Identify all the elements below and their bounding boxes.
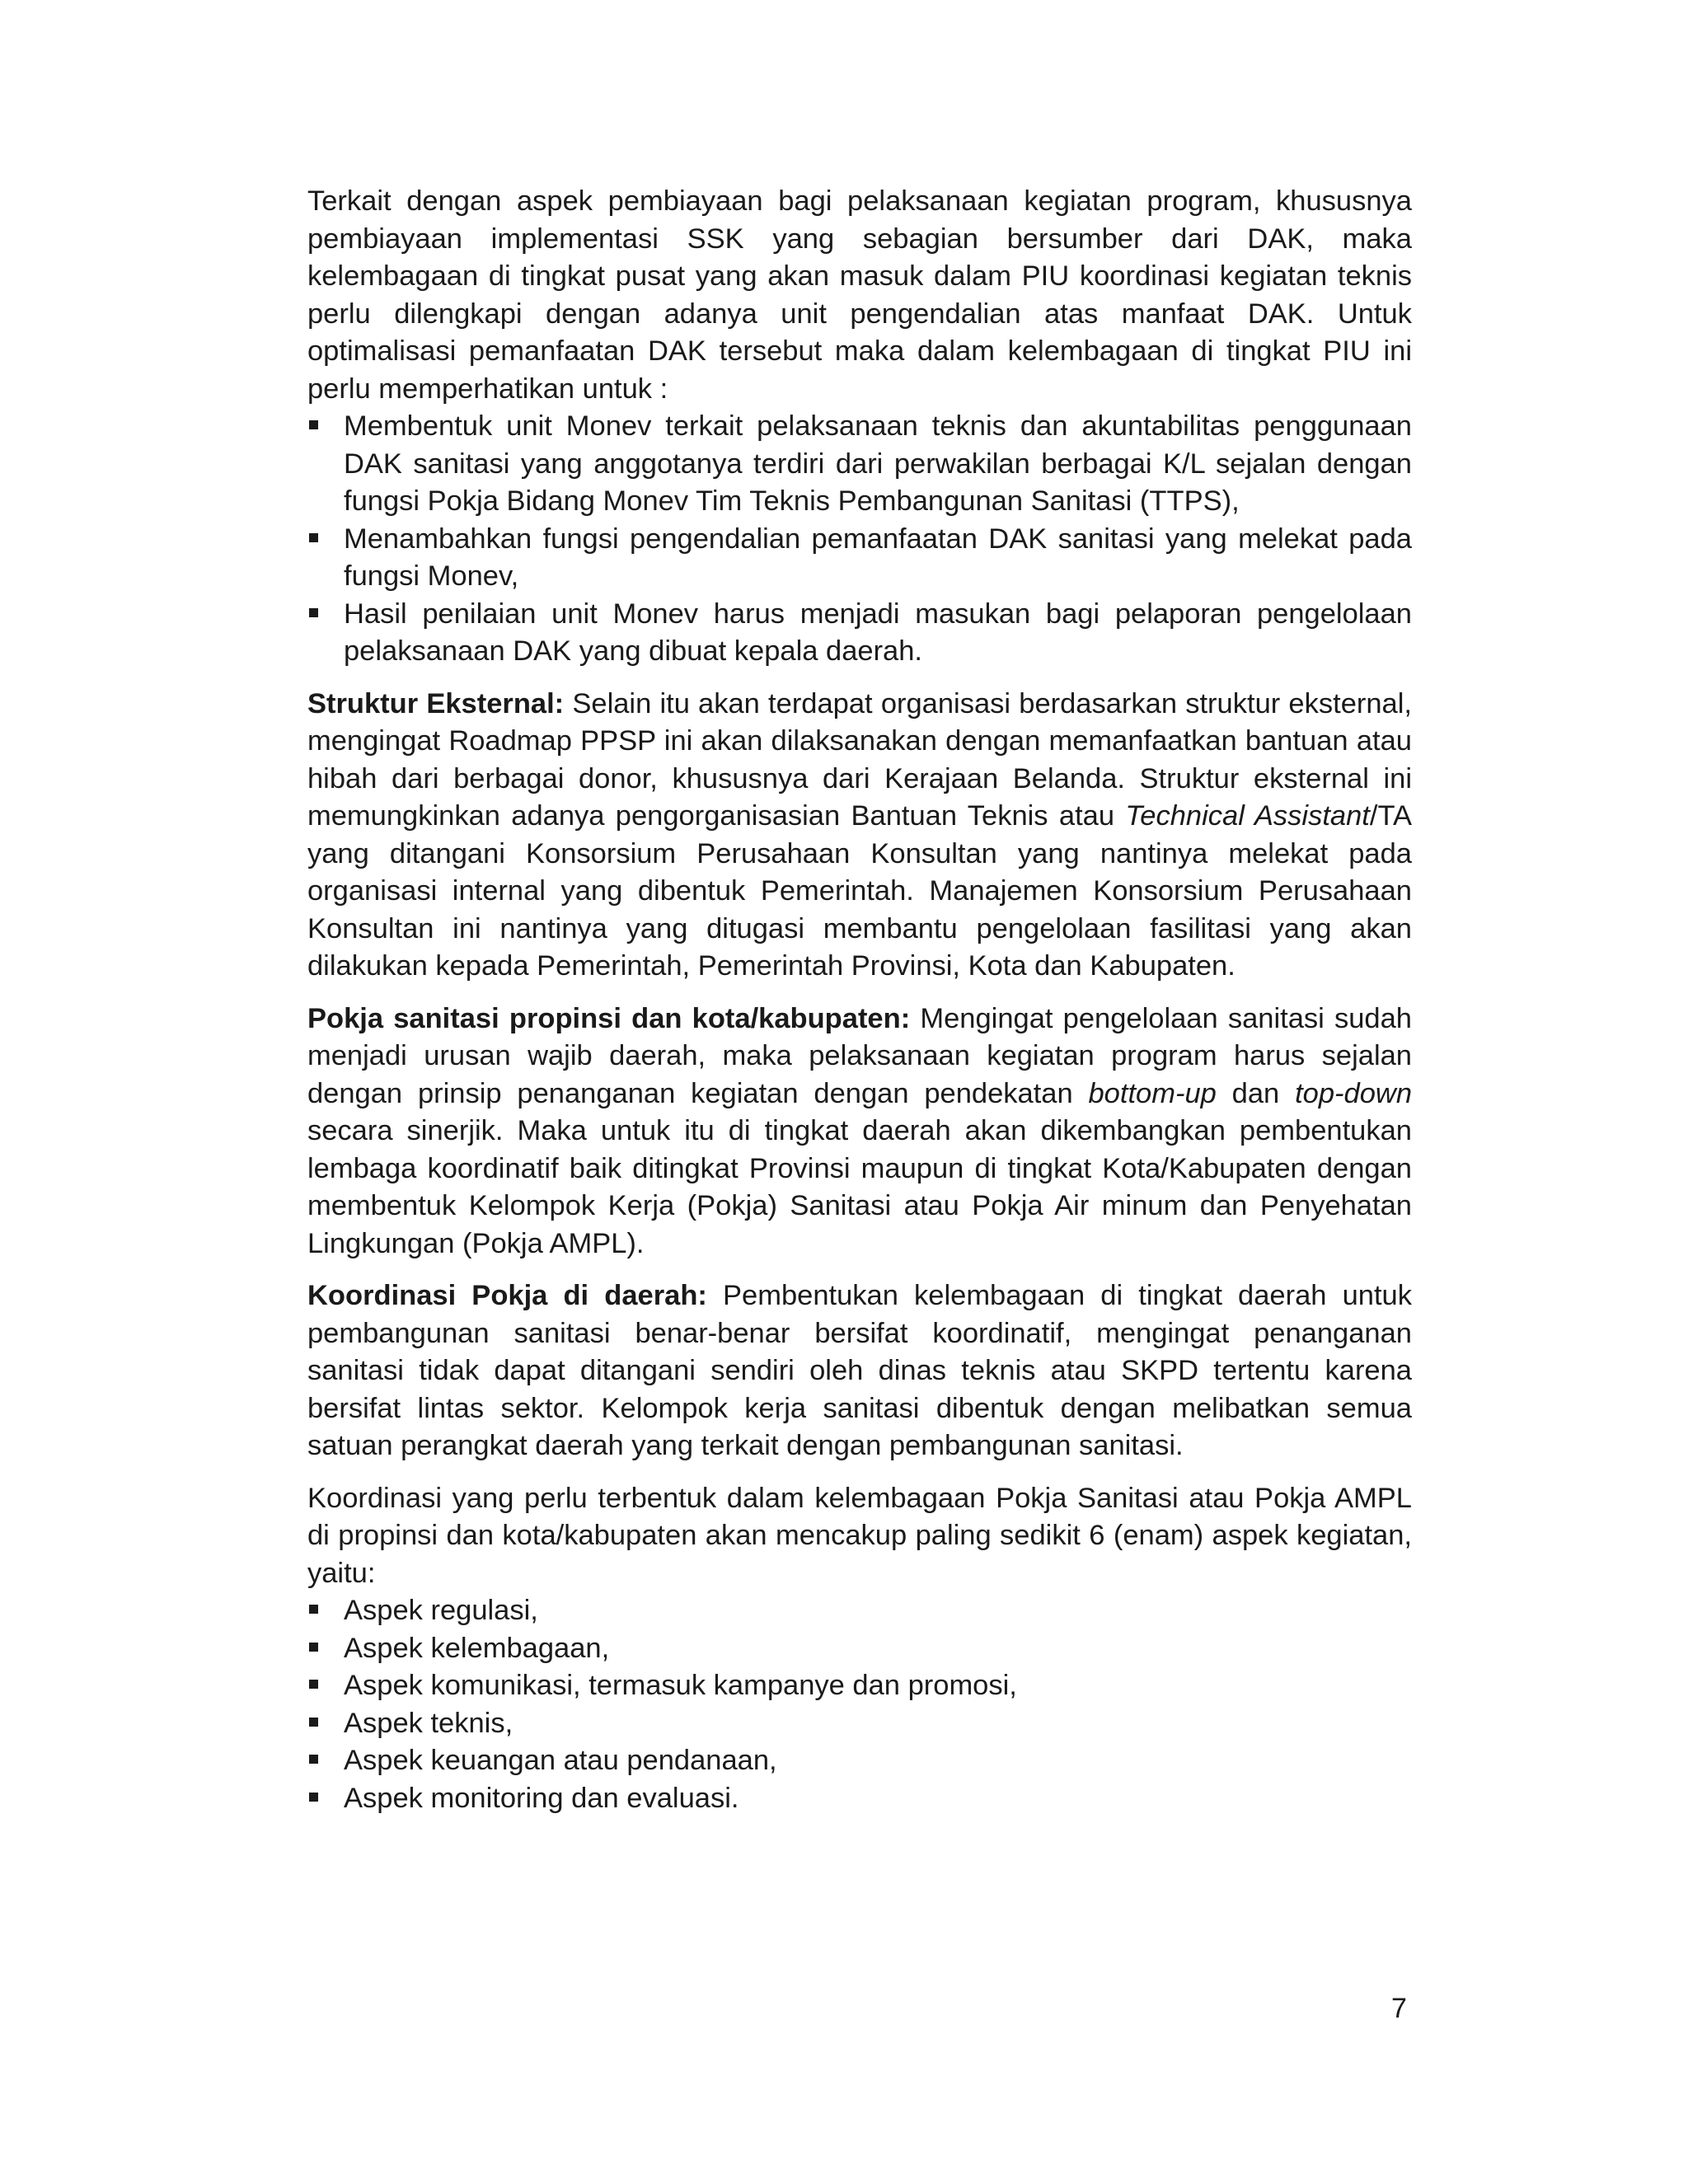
list-item: Membentuk unit Monev terkait pelaksanaan teknis dan akuntabilitas penggunaan DAK sanitasi yang anggotanya terdiri dari perwakilan berbagai K/L sejalan dengan fungsi Pokja Bidang Monev Tim Teknis Pembangunan Sanitasi (TTPS), (307, 408, 1412, 521)
list-item: Aspek kelembagaan, (307, 1630, 1412, 1668)
list-item: Aspek monitoring dan evaluasi. (307, 1780, 1412, 1818)
pokja-heading: Pokja sanitasi propinsi dan kota/kabupaten: (307, 1002, 911, 1034)
page-number: 7 (1391, 1993, 1407, 2024)
square-bullet-icon (309, 420, 318, 429)
square-bullet-icon (309, 533, 318, 542)
square-bullet-icon (309, 1793, 318, 1802)
top-down-term: top-down (1295, 1077, 1413, 1109)
monev-list (307, 408, 1412, 671)
aspek-intro-paragraph: Koordinasi yang perlu terbentuk dalam kelembagaan Pokja Sanitasi atau Pokja AMPL di propinsi dan kota/kabupaten akan mencakup paling sedikit 6 (enam) aspek kegiatan, yaitu: (307, 1482, 1412, 1589)
technical-assistant-term: Technical Assistant (1125, 800, 1370, 832)
square-bullet-icon (309, 1718, 318, 1727)
struktur-eksternal-paragraph: Struktur Eksternal: Selain itu akan terdapat organisasi berdasarkan struktur eksternal, mengingat Roadmap PPSP ini akan dilaksanakan dengan memanfaatkan bantuan atau hibah dari berbagai donor, khususnya dari Kerajaan Belanda. Struktur eksternal ini memungkinkan adanya pengorganisasian Bantuan Teknis atau Technical Assistant/TA yang ditangani Konsorsium Perusahaan Konsultan yang nantinya melekat pada organisasi internal yang dibentuk Pemerintah. Manajemen Konsorsium Perusahaan Konsultan ini nantinya yang ditugasi membantu pengelolaan fasilitasi yang akan dilakukan kepada Pemerintah, Pemerintah Provinsi, Kota dan Kabupaten. (307, 687, 1413, 982)
koordinasi-heading: Koordinasi Pokja di daerah: (307, 1280, 707, 1311)
square-bullet-icon (309, 1755, 318, 1764)
intro-paragraph: Terkait dengan aspek pembiayaan bagi pelaksanaan kegiatan program, khususnya pembiayaan implementasi SSK yang sebagian bersumber dari DAK, maka kelembagaan di tingkat pusat yang akan masuk dalam PIU koordinasi kegiatan teknis perlu dilengkapi dengan adanya unit pengendalian atas manfaat DAK. Untuk optimalisasi pemanfaatan DAK tersebut maka dalam kelembagaan di tingkat PIU ini perlu memperhatikan untuk : (307, 185, 1412, 405)
struktur-eksternal-heading: Struktur Eksternal: (307, 687, 565, 719)
list-item: Menambahkan fungsi pengendalian pemanfaatan DAK sanitasi yang melekat pada fungsi Monev, (307, 521, 1412, 596)
list-item: Hasil penilaian unit Monev harus menjadi masukan bagi pelaporan pengelolaan pelaksanaan DAK yang dibuat kepala daerah. (307, 596, 1412, 671)
list-item: Aspek komunikasi, termasuk kampanye dan promosi, (307, 1667, 1412, 1705)
list-item: Aspek regulasi, (307, 1592, 1412, 1630)
pokja-paragraph: Pokja sanitasi propinsi dan kota/kabupaten: Mengingat pengelolaan sanitasi sudah menjadi urusan wajib daerah, maka pelaksanaan kegiatan program harus sejalan dengan prinsip penanganan kegiatan dengan pendekatan bottom-up dan top-down secara sinerjik. Maka untuk itu di tingkat daerah akan dikembangkan pembentukan lembaga koordinatif baik ditingkat Provinsi maupun di tingkat Kota/Kabupaten dengan membentuk Kelompok Kerja (Pokja) Sanitasi atau Pokja Air minum dan Penyehatan Lingkungan (Pokja AMPL). (307, 1002, 1413, 1259)
bottom-up-term: bottom-up (1088, 1077, 1217, 1109)
koordinasi-paragraph: Koordinasi Pokja di daerah: Pembentukan kelembagaan di tingkat daerah untuk pembangunan sanitasi benar-benar bersifat koordinatif, mengingat penanganan sanitasi tidak dapat ditangani sendiri oleh dinas teknis atau SKPD tertentu karena bersifat lintas sektor. Kelompok kerja sanitasi dibentuk dengan melibatkan semua satuan perangkat daerah yang terkait dengan pembangunan sanitasi. (307, 1280, 1412, 1461)
list-item: Aspek teknis, (307, 1705, 1412, 1743)
document-body (307, 183, 1412, 1817)
square-bullet-icon (309, 608, 318, 617)
aspek-list (307, 1592, 1412, 1817)
square-bullet-icon (309, 1605, 318, 1614)
square-bullet-icon (309, 1643, 318, 1652)
list-item: Aspek keuangan atau pendanaan, (307, 1742, 1412, 1780)
square-bullet-icon (309, 1680, 318, 1689)
